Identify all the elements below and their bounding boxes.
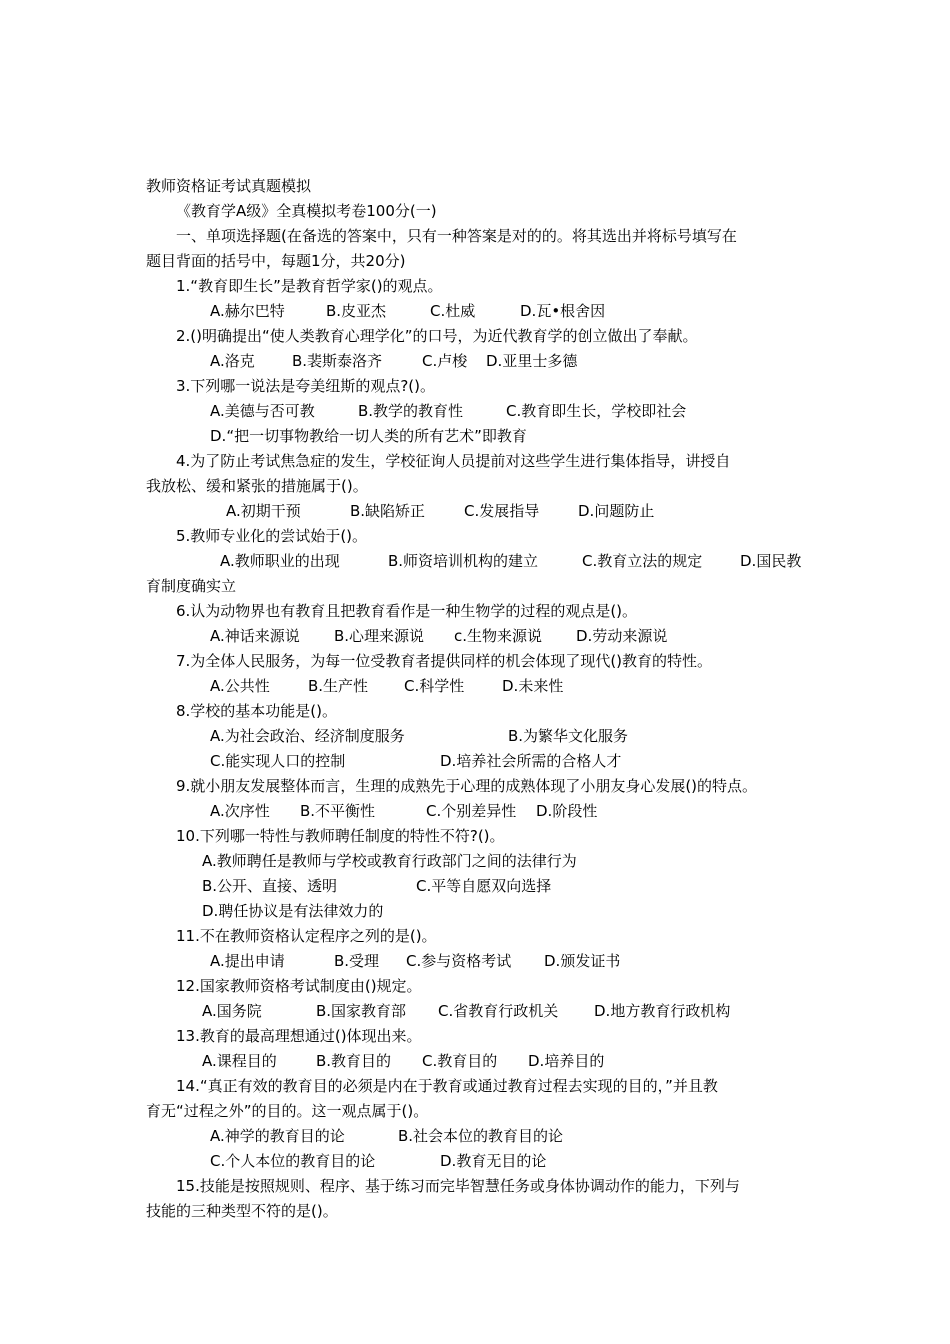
q13-option-c: C.教育目的	[422, 1052, 498, 1070]
question-14-stem-line2: 育无“过程之外”的目的。这一观点属于()。	[146, 1102, 429, 1120]
q9-option-a: A.次序性	[210, 802, 270, 820]
question-6-options	[210, 624, 880, 648]
q14-option-a: A.神学的教育目的论	[210, 1127, 345, 1145]
q2-option-c: C.卢梭	[422, 352, 468, 370]
q14-option-c: C.个人本位的教育目的论	[210, 1152, 376, 1170]
question-5-stem: 5.教师专业化的尝试始于()。	[176, 527, 368, 545]
q5-option-d-continued: 育制度确实立	[146, 577, 237, 595]
question-8-stem: 8.学校的基本功能是()。	[176, 702, 338, 720]
question-12-options	[202, 999, 872, 1023]
q2-option-d: D.亚里士多德	[486, 352, 578, 370]
question-7-options	[210, 674, 880, 698]
q9-option-c: C.个别差异性	[426, 802, 517, 820]
question-11-options	[210, 949, 880, 973]
question-4-options	[226, 499, 896, 523]
question-15-stem-line1: 15.技能是按照规则、程序、基于练习而完毕智慧任务或身体协调动作的能力，下列与	[176, 1177, 740, 1195]
q2-option-a: A.洛克	[210, 352, 255, 370]
q12-option-d: D.地方教育行政机构	[594, 1002, 731, 1020]
q3-option-a: A.美德与否可教	[210, 402, 315, 420]
q2-option-b: B.裴斯泰洛齐	[292, 352, 383, 370]
q6-option-b: B.心理来源说	[334, 627, 425, 645]
question-2-stem: 2.()明确提出“使人类教育心理学化”的口号，为近代教育学的创立做出了奉献。	[176, 327, 698, 345]
question-4-stem-line2: 我放松、缓和紧张的措施属于()。	[146, 477, 368, 495]
q10-option-b: B.公开、直接、透明	[202, 877, 338, 895]
q4-option-a: A.初期干预	[226, 502, 301, 520]
q11-option-d: D.颁发证书	[544, 952, 621, 970]
q1-option-c: C.杜威	[430, 302, 476, 320]
question-3-stem: 3.下列哪一说法是夸美纽斯的观点?()。	[176, 377, 435, 395]
question-13-options	[202, 1049, 872, 1073]
question-8-options-row2	[210, 749, 880, 773]
q7-option-c: C.科学性	[404, 677, 465, 695]
question-2-options	[210, 349, 880, 373]
question-3-options	[210, 399, 880, 423]
question-1-options	[210, 299, 880, 323]
question-11-stem: 11.不在教师资格认定程序之列的是()。	[176, 927, 437, 945]
question-10-options-row2	[202, 874, 872, 898]
q12-option-c: C.省教育行政机关	[438, 1002, 559, 1020]
q14-option-b: B.社会本位的教育目的论	[398, 1127, 564, 1145]
question-4-stem-line1: 4.为了防止考试焦急症的发生，学校征询人员提前对这些学生进行集体指导，讲授自	[176, 452, 731, 470]
q4-option-d: D.问题防止	[578, 502, 655, 520]
question-14-stem-line1: 14.“真正有效的教育目的必须是内在于教育或通过教育过程去实现的目的，”并且教	[176, 1077, 718, 1095]
question-15-stem-line2: 技能的三种类型不符的是()。	[146, 1202, 338, 1220]
q5-option-d: D.国民教	[740, 552, 802, 570]
q4-option-c: C.发展指导	[464, 502, 540, 520]
q11-option-b: B.受理	[334, 952, 380, 970]
q3-option-d: D.“把一切事物教给一切人类的所有艺术”即教育	[210, 427, 527, 445]
question-12-stem: 12.国家教师资格考试制度由()规定。	[176, 977, 422, 995]
question-1-stem: 1.“教育即生长”是教育哲学家()的观点。	[176, 277, 443, 295]
q11-option-a: A.提出申请	[210, 952, 285, 970]
q8-option-d: D.培养社会所需的合格人才	[440, 752, 622, 770]
document-title: 教师资格证考试真题模拟	[146, 177, 312, 195]
q3-option-b: B.教学的教育性	[358, 402, 464, 420]
q5-option-b: B.师资培训机构的建立	[388, 552, 539, 570]
section-instructions-line2: 题目背面的括号中，每题1分，共20分)	[146, 252, 406, 270]
q1-option-a: A.赫尔巴特	[210, 302, 285, 320]
q7-option-a: A.公共性	[210, 677, 270, 695]
q9-option-b: B.不平衡性	[300, 802, 376, 820]
question-9-options	[210, 799, 880, 823]
question-5-options	[220, 549, 890, 573]
q13-option-a: A.课程目的	[202, 1052, 277, 1070]
exam-subtitle: 《教育学A级》全真模拟考卷100分(一)	[176, 202, 437, 220]
q4-option-b: B.缺陷矫正	[350, 502, 426, 520]
q8-option-c: C.能实现人口的控制	[210, 752, 346, 770]
question-6-stem: 6.认为动物界也有教育且把教育看作是一种生物学的过程的观点是()。	[176, 602, 638, 620]
q10-option-c: C.平等自愿双向选择	[416, 877, 552, 895]
q5-option-a: A.教师职业的出现	[220, 552, 340, 570]
section-instructions-line1: 一、单项选择题(在备选的答案中，只有一种答案是对的的。将其选出并将标号填写在	[176, 227, 737, 245]
question-10-stem: 10.下列哪一特性与教师聘任制度的特性不符?()。	[176, 827, 505, 845]
q10-option-d: D.聘任协议是有法律效力的	[202, 902, 384, 920]
q6-option-d: D.劳动来源说	[576, 627, 668, 645]
q5-option-c: C.教育立法的规定	[582, 552, 703, 570]
question-9-stem: 9.就小朋友发展整体而言，生理的成熟先于心理的成熟体现了小朋友身心发展()的特点。	[176, 777, 758, 795]
question-13-stem: 13.教育的最高理想通过()体现出来。	[176, 1027, 422, 1045]
q11-option-c: C.参与资格考试	[406, 952, 512, 970]
question-7-stem: 7.为全体人民服务，为每一位受教育者提供同样的机会体现了现代()教育的特性。	[176, 652, 713, 670]
q7-option-b: B.生产性	[308, 677, 369, 695]
q3-option-c: C.教育即生长，学校即社会	[506, 402, 687, 420]
q8-option-a: A.为社会政治、经济制度服务	[210, 727, 405, 745]
question-14-options-row1	[210, 1124, 880, 1148]
q1-option-d: D.瓦•根舍因	[520, 302, 606, 320]
q6-option-c: c.生物来源说	[454, 627, 543, 645]
q14-option-d: D.教育无目的论	[440, 1152, 547, 1170]
q12-option-b: B.国家教育部	[316, 1002, 407, 1020]
question-8-options-row1	[210, 724, 880, 748]
q9-option-d: D.阶段性	[536, 802, 598, 820]
q13-option-d: D.培养目的	[528, 1052, 605, 1070]
q8-option-b: B.为繁华文化服务	[508, 727, 629, 745]
q1-option-b: B.皮亚杰	[326, 302, 387, 320]
q12-option-a: A.国务院	[202, 1002, 262, 1020]
question-14-options-row2	[210, 1149, 880, 1173]
q6-option-a: A.神话来源说	[210, 627, 300, 645]
q13-option-b: B.教育目的	[316, 1052, 392, 1070]
q10-option-a: A.教师聘任是教师与学校或教育行政部门之间的法律行为	[202, 852, 577, 870]
q7-option-d: D.未来性	[502, 677, 564, 695]
